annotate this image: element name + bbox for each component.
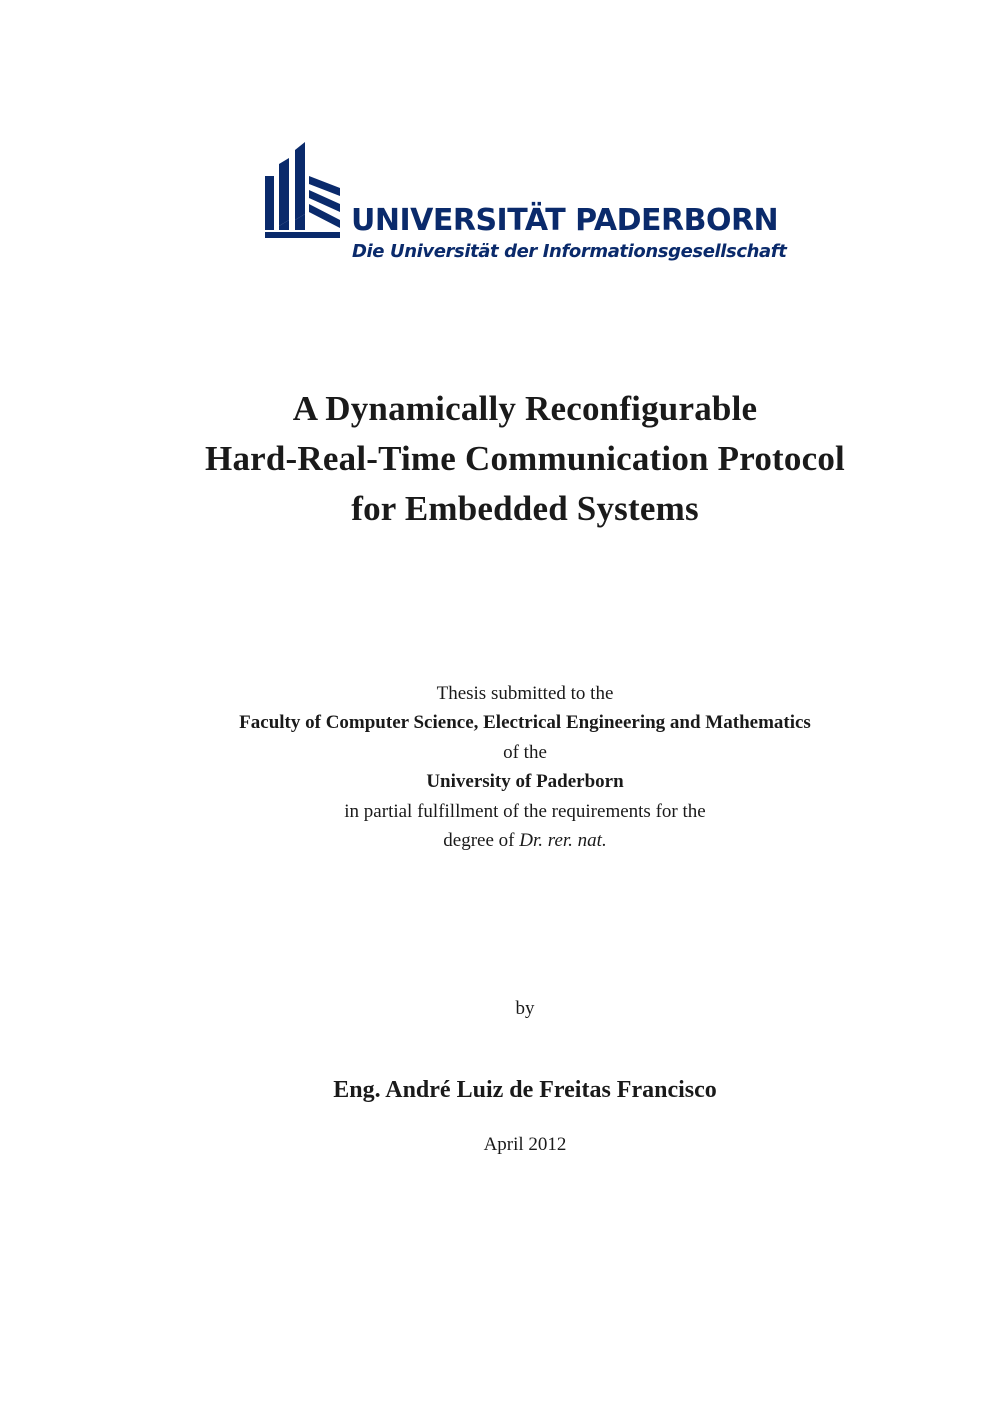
by-label: by	[515, 998, 535, 1019]
submission-line-1: Thesis submitted to the	[436, 683, 614, 704]
degree-prefix: degree of	[443, 830, 520, 852]
title-line-1: A Dynamically Reconfigurable	[292, 389, 758, 428]
title-line-2: Hard-Real-Time Communication Protocol	[205, 439, 845, 478]
submission-line-3: of the	[503, 741, 547, 763]
submission-statement	[0, 679, 1000, 855]
submission-line-5: in partial fulfillment of the requirements for the	[344, 800, 706, 822]
title-line-3: for Embedded Systems	[351, 489, 699, 528]
university-name: UNIVERSITÄT PADERBORN	[351, 203, 779, 238]
submission-date: April 2012	[483, 1134, 567, 1155]
university-logo-mark-icon	[265, 142, 340, 240]
degree-line	[0, 826, 1000, 855]
author-name: Eng. André Luiz de Freitas Francisco	[333, 1077, 717, 1103]
university-tagline: Die Universität der Informationsgesellschaft	[352, 241, 787, 262]
degree-name: Dr. rer. nat.	[519, 830, 607, 852]
university-logo	[265, 142, 787, 267]
thesis-title	[0, 384, 1000, 534]
university-full-name: University of Paderborn	[426, 771, 624, 793]
faculty-name: Faculty of Computer Science, Electrical Engineering and Mathematics	[239, 712, 811, 734]
